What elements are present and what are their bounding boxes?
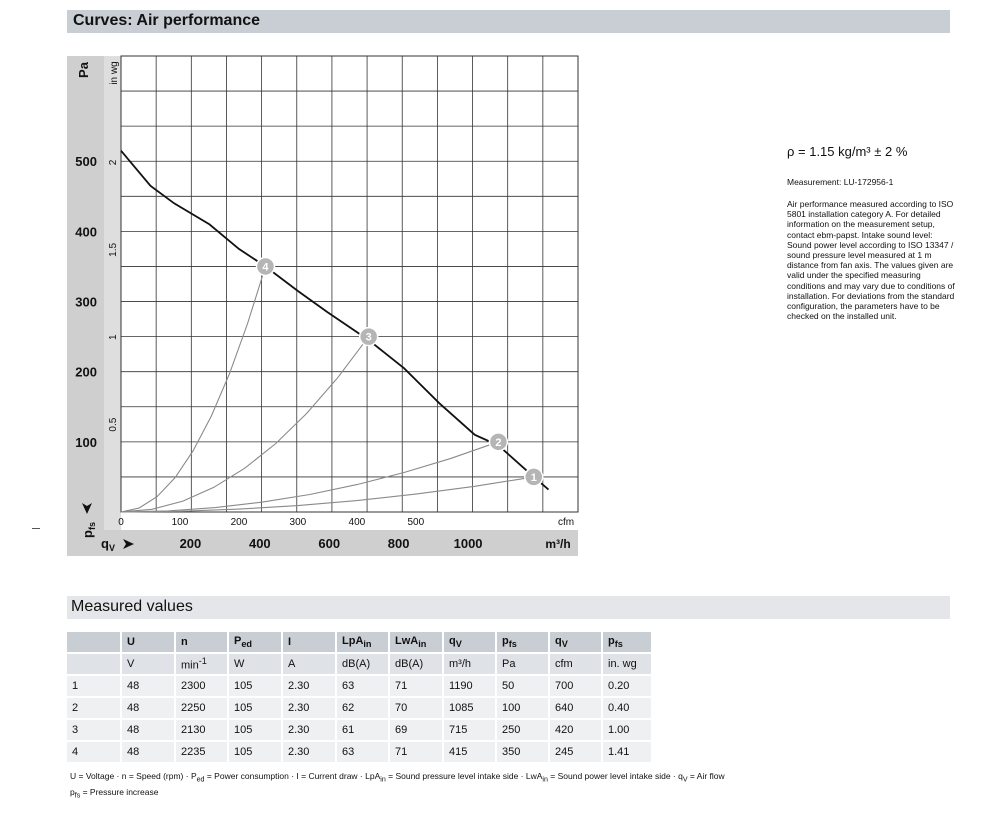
- y-axis-label: Pa: [76, 62, 91, 78]
- table-cell: 420: [549, 719, 602, 741]
- table-cell: Pa: [496, 653, 549, 675]
- x-tick-label-cfm: 100: [171, 517, 189, 528]
- table-cell: n: [175, 632, 228, 653]
- description-line: 5801 installation category A. For detailed: [787, 209, 941, 220]
- measured-values-header: [67, 596, 950, 619]
- description-line: information on the measurement setup,: [787, 219, 935, 230]
- divider-mark: [32, 528, 40, 529]
- operating-point-label: 1: [530, 471, 537, 484]
- table-cell: 105: [228, 741, 282, 763]
- x-tick-label-cfm: 400: [348, 517, 366, 528]
- table-cell: in. wg: [602, 653, 652, 675]
- table-cell: 2: [67, 697, 121, 719]
- table-cell: [67, 632, 121, 653]
- table-cell: 640: [549, 697, 602, 719]
- y-tick-label-pa: 500: [75, 154, 97, 170]
- table-cell: cfm: [549, 653, 602, 675]
- x-tick-label-cfm: 300: [289, 517, 307, 528]
- table-cell: 71: [389, 675, 443, 697]
- table-cell: 2130: [175, 719, 228, 741]
- operating-point-label: 3: [365, 331, 372, 344]
- description-line: contact ebm-papst. Intake sound level:: [787, 229, 933, 240]
- y-axis-secondary-label: in wg: [109, 61, 120, 85]
- table-cell: 105: [228, 675, 282, 697]
- table-cell: 48: [121, 719, 175, 741]
- description-line: installation. For deviations from the standard: [787, 290, 955, 301]
- table-cell: 700: [549, 675, 602, 697]
- table-row: [67, 741, 652, 763]
- table-header-row: [67, 632, 652, 653]
- table-cell: V: [121, 653, 175, 675]
- x-tick-label-m3h: 200: [179, 536, 202, 551]
- legend-line-2: $p_{fs}$ = Pressure increase: [70, 787, 159, 800]
- table-cell: 70: [389, 697, 443, 719]
- table-cell: 415: [443, 741, 496, 763]
- x-axis-secondary-unit: cfm: [557, 517, 575, 528]
- table-cell: A: [282, 653, 336, 675]
- table-cell: 3: [67, 719, 121, 741]
- description-line: distance from fan axis. The values given are: [787, 260, 954, 271]
- table-cell: I: [282, 632, 336, 653]
- table-cell: 2300: [175, 675, 228, 697]
- x-tick-label-cfm: 200: [230, 517, 248, 528]
- table-cell: $q_V$: [549, 632, 602, 653]
- plot-area: [121, 56, 578, 512]
- table-cell: 2.30: [282, 675, 336, 697]
- table-cell: 2.30: [282, 697, 336, 719]
- description-line: valid under the specified measuring: [787, 270, 921, 281]
- table-cell: LpA$_{in}$: [336, 632, 389, 653]
- operating-point-label: 4: [262, 261, 269, 274]
- table-cell: U: [121, 632, 175, 653]
- y-tick-label-pa: 400: [75, 224, 97, 240]
- measurement-description: [787, 199, 955, 321]
- description-line: Sound power level according to ISO 13347 /: [787, 239, 954, 250]
- table-cell: 1: [67, 675, 121, 697]
- table-cell: 105: [228, 719, 282, 741]
- table-cell: [67, 653, 121, 675]
- table-cell: 1.00: [602, 719, 652, 741]
- table-units-row: [67, 653, 652, 675]
- table-cell: 1085: [443, 697, 496, 719]
- x-tick-label-m3h: 400: [248, 536, 271, 551]
- description-line: checked on the installed unit.: [787, 311, 897, 322]
- table-cell: $P_{ed}$: [228, 632, 282, 653]
- measurement-id: Measurement: LU-172956-1: [787, 177, 894, 187]
- table-cell: $p_{fs}$: [496, 632, 549, 653]
- y-axis-inner-band: [104, 56, 121, 530]
- table-cell: $p_{fs}$: [602, 632, 652, 653]
- y-tick-label-inwg: 0.5: [108, 417, 119, 432]
- measured-values-table: [67, 632, 653, 764]
- table-cell: 2.30: [282, 741, 336, 763]
- description-line: configuration, the parameters have to be: [787, 301, 940, 312]
- table-cell: 0.40: [602, 697, 652, 719]
- table-cell: 69: [389, 719, 443, 741]
- table-cell: 48: [121, 741, 175, 763]
- table-cell: LwA$_{in}$: [389, 632, 443, 653]
- y-tick-label-pa: 300: [75, 294, 97, 310]
- description-line: conditions and may vary due to conditions of: [787, 280, 955, 291]
- x-tick-label-m3h: 1000: [453, 536, 483, 551]
- table-cell: 2.30: [282, 719, 336, 741]
- table-cell: 1.41: [602, 741, 652, 763]
- table-cell: W: [228, 653, 282, 675]
- x-tick-label-m3h: 800: [387, 536, 410, 551]
- y-tick-label-pa: 100: [75, 434, 97, 450]
- y-tick-label-inwg: 1.5: [108, 242, 119, 257]
- table-row: [67, 719, 652, 741]
- description-line: Air performance measured according to ISO: [787, 199, 954, 209]
- table-cell: 715: [443, 719, 496, 741]
- table-cell: 1190: [443, 675, 496, 697]
- operating-point-label: 2: [495, 436, 502, 449]
- table-cell: m³/h: [443, 653, 496, 675]
- table-cell: 350: [496, 741, 549, 763]
- table-cell: 105: [228, 697, 282, 719]
- y-tick-label-pa: 200: [75, 364, 97, 380]
- table-cell: 0.20: [602, 675, 652, 697]
- description-line: sound pressure level measured at 1 m: [787, 250, 932, 261]
- table-cell: 100: [496, 697, 549, 719]
- curves-section-title: Curves: Air performance: [73, 12, 261, 29]
- table-cell: 61: [336, 719, 389, 741]
- table-row: [67, 697, 652, 719]
- table-cell: 71: [389, 741, 443, 763]
- table-row: [67, 675, 652, 697]
- table-cell: dB(A): [389, 653, 443, 675]
- legend-line-1: U = Voltage · n = Speed $(rpm) \cdot P_{ed}$ = Power consumption · I = Current draw · LpA$_{in}$ = Sound pressure level intake side · LwA$_{in}$ = Sound power level intake side · $q_V$ = Air flow: [70, 771, 725, 784]
- table-cell: 63: [336, 741, 389, 763]
- table-cell: 2235: [175, 741, 228, 763]
- table-cell: 250: [496, 719, 549, 741]
- y-axis-symbol: $p_{fs}$: [80, 522, 97, 538]
- table-cell: 50: [496, 675, 549, 697]
- x-tick-label-m3h: 600: [318, 536, 341, 551]
- air-performance-chart: [0, 0, 600, 570]
- table-cell: 63: [336, 675, 389, 697]
- table-cell: 48: [121, 697, 175, 719]
- table-cell: 245: [549, 741, 602, 763]
- y-tick-label-inwg: 1: [108, 334, 119, 341]
- table-cell: 62: [336, 697, 389, 719]
- table-cell: 4: [67, 741, 121, 763]
- table-cell: dB(A): [336, 653, 389, 675]
- x-axis-unit: m³/h: [545, 537, 571, 551]
- y-tick-label-inwg: 2: [108, 159, 119, 166]
- table-cell: 2250: [175, 697, 228, 719]
- measured-values-title: Measured values: [71, 598, 193, 615]
- x-tick-label-cfm: 500: [407, 517, 425, 528]
- table-cell: 48: [121, 675, 175, 697]
- x-axis-symbol: $q_V$: [101, 536, 115, 553]
- air-density-note: ρ = 1.15 kg/m³ ± 2 %: [787, 144, 908, 159]
- table-cell: $\min^{-1}$: [175, 653, 228, 675]
- x-tick-label-cfm: 0: [118, 517, 124, 528]
- table-cell: $q_V$: [443, 632, 496, 653]
